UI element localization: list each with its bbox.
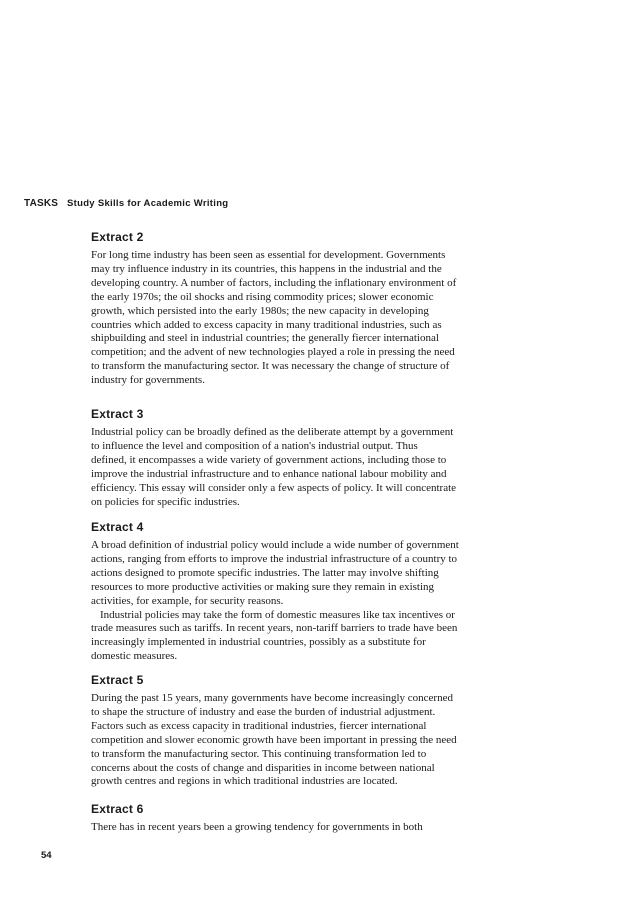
section-label: TASKS [24, 198, 59, 209]
extract-body [91, 539, 459, 664]
text-line: domestic measures. [91, 650, 178, 663]
extract-2 [91, 230, 456, 388]
text-line: A broad definition of industrial policy would include a wide number of government [91, 539, 459, 551]
extract-heading: Extract 3 [91, 407, 144, 421]
extract-4 [91, 520, 459, 664]
text-line: For long time industry has been seen as essential for development. Governments [91, 249, 446, 261]
text-line: efficiency. This essay will consider only a few aspects of policy. It will concentrate [91, 481, 457, 494]
text-line: growth centres and regions in which traditional industries are located. [91, 775, 398, 788]
text-line: growth, which persisted into the early 1980s; the new capacity in developing [91, 304, 429, 317]
text-line: to transform the manufacturing sector. This continuing transformation led to [91, 747, 427, 760]
text-line: competition; and the advent of new technologies played a role in pressing the need [91, 346, 455, 359]
text-line: defined, it encompasses a wide variety of government actions, including those to [91, 453, 447, 466]
page-number: 54 [41, 850, 52, 861]
text-line: industry for governments. [91, 374, 205, 387]
text-line: There has in recent years been a growing tendency for governments in both [91, 821, 423, 833]
extract-6 [91, 802, 423, 835]
extract-heading: Extract 6 [91, 802, 144, 816]
extract-paragraph [91, 249, 456, 388]
extract-3 [91, 407, 456, 509]
text-line: to shape the structure of industry and ease the burden of industrial adjustment. [91, 705, 436, 718]
text-line: to influence the level and composition of a nation's industrial output. Thus [91, 439, 418, 452]
extract-body [91, 692, 457, 789]
text-line: Factors such as excess capacity in traditional industries, fiercer international [91, 719, 427, 732]
text-line: actions, ranging from efforts to improve the industrial infrastructure of a country to [91, 552, 458, 565]
running-header-title: Study Skills for Academic Writing [67, 198, 229, 209]
extract-paragraph [91, 539, 459, 664]
extract-paragraph [91, 821, 423, 835]
text-line: to transform the manufacturing sector. It was necessary the change of structure of [91, 360, 450, 373]
text-line: shipbuilding and steel in industrial countries; the generally fiercer international [91, 332, 439, 345]
text-line: developing country. A number of factors, including the inflationary environment of [91, 276, 457, 289]
text-line: actions designed to promote specific industries. The latter may involve shifting [91, 566, 439, 579]
text-line: increasingly implemented in industrial countries, possibly as a substitute for [91, 636, 426, 649]
extract-heading: Extract 4 [91, 520, 144, 534]
text-line: concerns about the costs of change and disparities in income between national [91, 761, 435, 774]
text-line: Industrial policy can be broadly defined as the deliberate attempt by a government [91, 426, 454, 438]
text-line: improve the industrial infrastructure and to enhance national labour mobility and [91, 467, 447, 480]
extract-body [91, 821, 423, 835]
text-line: trade measures such as tariffs. In recent years, non-tariff barriers to trade have been [91, 622, 458, 635]
extract-body [91, 426, 456, 509]
text-line: may try influence industry in its countries, this happens in the industrial and the [91, 262, 442, 275]
text-line: resources to more productive activities or making sure they remain in existing [91, 580, 435, 593]
text-line: on policies for specific industries. [91, 495, 240, 508]
extract-paragraph [91, 426, 456, 509]
text-line: During the past 15 years, many governments have become increasingly concerned [91, 692, 453, 704]
extract-body [91, 249, 456, 388]
text-line: Industrial policies may take the form of domestic measures like tax incentives or [100, 608, 455, 621]
extract-heading: Extract 5 [91, 673, 144, 687]
text-line: activities, for example, for security reasons. [91, 594, 284, 607]
text-line: the early 1970s; the oil shocks and rising commodity prices; slower economic [91, 290, 434, 303]
text-line: countries which added to excess capacity in many traditional industries, such as [91, 318, 442, 331]
extract-heading: Extract 2 [91, 230, 144, 244]
text-line: competition and slower economic growth have been important in pressing the need [91, 733, 457, 746]
extract-paragraph [91, 692, 457, 789]
extract-5 [91, 673, 457, 789]
